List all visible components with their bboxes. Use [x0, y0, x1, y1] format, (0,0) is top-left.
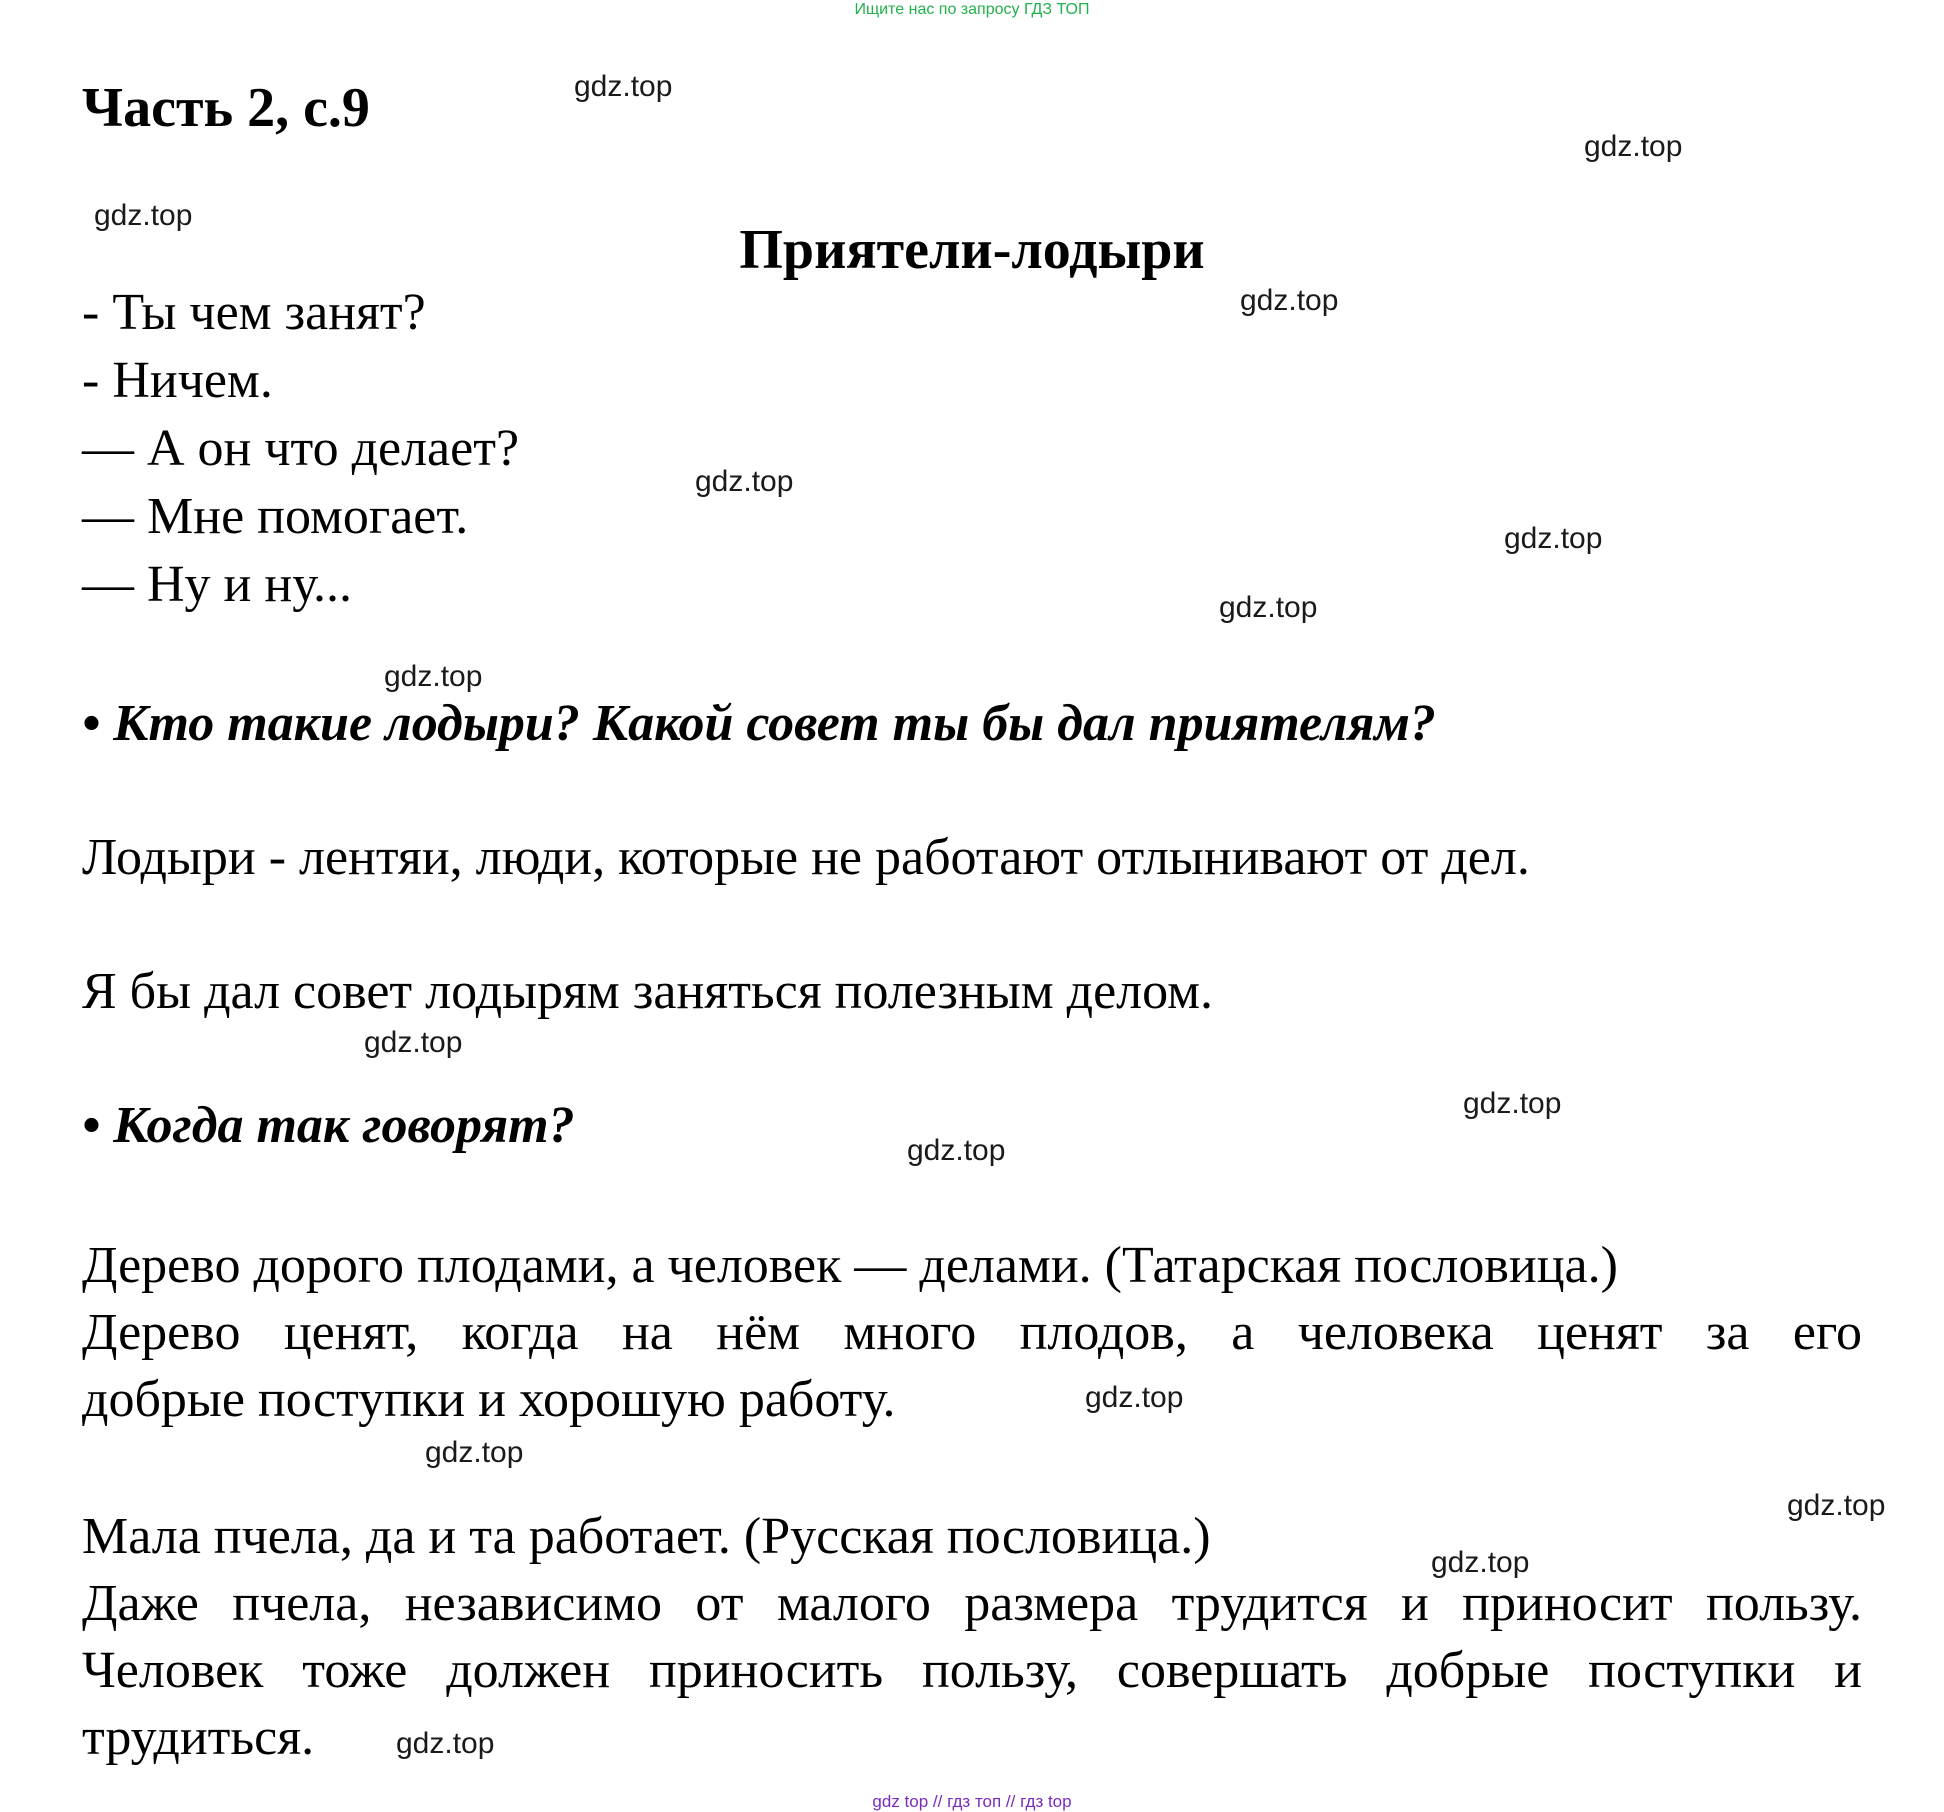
watermark: gdz.top [907, 1134, 1006, 1167]
watermark: gdz.top [1584, 130, 1683, 163]
watermark: gdz.top [1219, 591, 1318, 624]
question-when-said: • Когда так говорят? [82, 1097, 575, 1154]
watermark: gdz.top [1085, 1381, 1184, 1414]
question-lodyri: • Кто такие лодыри? Какой совет ты бы дал приятелям? [82, 695, 1436, 752]
watermark: gdz.top [1240, 284, 1339, 317]
watermark: gdz.top [396, 1727, 495, 1760]
proverb-tree-quote: Дерево дорого плодами, а человек — делами. (Татарская пословица.) [82, 1237, 1618, 1294]
answer-advice: Я бы дал совет лодырям заняться полезным делом. [82, 963, 1214, 1020]
watermark: gdz.top [1787, 1489, 1886, 1522]
watermark: gdz.top [574, 70, 673, 103]
dialog-line: — А он что делает? [82, 420, 520, 477]
watermark: gdz.top [384, 660, 483, 693]
proverb-bee-explanation: Даже пчела, независимо от малого размера трудится и приносит пользу. [82, 1575, 1862, 1632]
poem-title: Приятели-лодыри [739, 219, 1205, 281]
proverb-bee-quote: Мала пчела, да и та работает. (Русская пословица.) [82, 1508, 1211, 1565]
watermark: gdz.top [94, 199, 193, 232]
watermark: gdz.top [1504, 522, 1603, 555]
dialog-line: — Ну и ну... [82, 556, 353, 613]
proverb-tree-explanation: Дерево ценят, когда на нём много плодов, а человека ценят за его [82, 1304, 1862, 1361]
proverb-tree-explanation: добрые поступки и хорошую работу. [82, 1371, 896, 1428]
proverb-tree [82, 1232, 1862, 1433]
proverb-bee-explanation: трудиться. [82, 1709, 315, 1766]
watermark: gdz.top [1431, 1546, 1530, 1579]
watermark: gdz.top [364, 1026, 463, 1059]
watermark: gdz.top [425, 1436, 524, 1469]
dialog-line: - Ты чем занят? [82, 284, 426, 341]
dialog-line: - Ничем. [82, 352, 273, 409]
header-note: Ищите нас по запросу ГДЗ ТОП [854, 1, 1090, 18]
answer-lodyri-definition: Лодыри - лентяи, люди, которые не работают отлынивают от дел. [82, 829, 1530, 886]
proverb-bee [82, 1503, 1862, 1771]
footer-note: gdz top // гдз топ // гдз top [872, 1792, 1072, 1811]
proverb-bee-explanation: Человек тоже должен приносить пользу, совершать добрые поступки и [82, 1642, 1862, 1699]
part-title: Часть 2, с.9 [82, 77, 370, 139]
watermark: gdz.top [695, 465, 794, 498]
dialog [82, 279, 519, 619]
dialog-line: — Мне помогает. [82, 488, 469, 545]
watermark: gdz.top [1463, 1087, 1562, 1120]
